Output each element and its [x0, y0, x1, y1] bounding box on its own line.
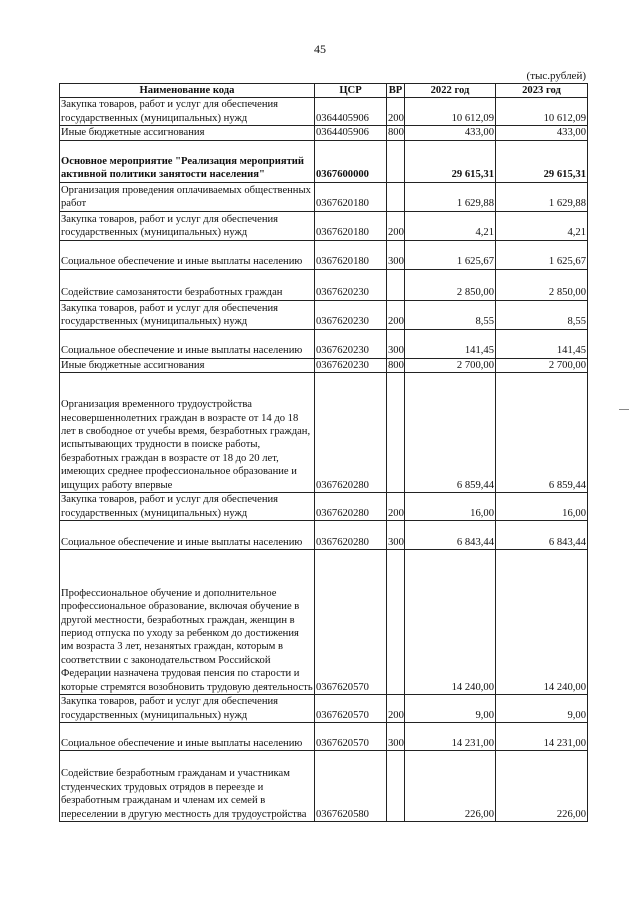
cell-csr: 0367620180 — [315, 240, 387, 269]
table-row — [60, 269, 588, 300]
cell-y2023: 10 612,09 — [496, 98, 588, 126]
cell-vr — [387, 373, 405, 493]
cell-csr: 0367620230 — [315, 358, 387, 372]
cell-vr: 300 — [387, 329, 405, 358]
cell-y2022: 10 612,09 — [405, 98, 496, 126]
cell-y2022: 6 859,44 — [405, 373, 496, 493]
cell-vr — [387, 269, 405, 300]
cell-csr: 0367620280 — [315, 493, 387, 521]
cell-csr: 0364405906 — [315, 126, 387, 140]
table-row — [60, 240, 588, 269]
cell-name: Социальное обеспечение и иные выплаты населению — [60, 240, 315, 269]
cell-name: Закупка товаров, работ и услуг для обеспечения государственных (муниципальных) нужд — [60, 695, 315, 723]
cell-vr: 300 — [387, 521, 405, 550]
cell-y2022: 16,00 — [405, 493, 496, 521]
cell-y2022: 141,45 — [405, 329, 496, 358]
cell-csr: 0367620580 — [315, 751, 387, 822]
cell-y2023: 141,45 — [496, 329, 588, 358]
cell-csr: 0367600000 — [315, 140, 387, 182]
table-row — [60, 300, 588, 329]
cell-vr: 200 — [387, 695, 405, 723]
cell-name: Социальное обеспечение и иные выплаты населению — [60, 521, 315, 550]
cell-vr: 200 — [387, 493, 405, 521]
cell-y2023: 1 625,67 — [496, 240, 588, 269]
cell-csr: 0367620230 — [315, 269, 387, 300]
margin-mark — [619, 409, 629, 410]
cell-csr: 0367620180 — [315, 211, 387, 240]
cell-name: Закупка товаров, работ и услуг для обеспечения государственных (муниципальных) нужд — [60, 211, 315, 240]
cell-name: Закупка товаров, работ и услуг для обеспечения государственных (муниципальных) нужд — [60, 493, 315, 521]
table-header-row — [60, 84, 588, 98]
cell-vr — [387, 182, 405, 211]
cell-y2023: 226,00 — [496, 751, 588, 822]
cell-y2023: 16,00 — [496, 493, 588, 521]
cell-vr: 200 — [387, 211, 405, 240]
cell-csr: 0367620280 — [315, 373, 387, 493]
cell-y2022: 14 231,00 — [405, 723, 496, 751]
cell-y2022: 2 850,00 — [405, 269, 496, 300]
cell-y2022: 4,21 — [405, 211, 496, 240]
cell-vr: 200 — [387, 300, 405, 329]
cell-csr: 0367620570 — [315, 695, 387, 723]
cell-vr — [387, 140, 405, 182]
cell-y2022: 6 843,44 — [405, 521, 496, 550]
cell-y2023: 14 231,00 — [496, 723, 588, 751]
cell-y2022: 1 629,88 — [405, 182, 496, 211]
cell-y2022: 29 615,31 — [405, 140, 496, 182]
cell-csr: 0367620570 — [315, 550, 387, 695]
column-header-csr: ЦСР — [315, 84, 387, 98]
units-label: (тыс.рублей) — [526, 70, 586, 82]
table-row — [60, 373, 588, 493]
cell-name: Организация временного трудоустройства несовершеннолетних граждан в возрасте от 14 до 18 лет в свободное от учебы время, безработных граждан, испытывающих трудности в поиске работы, безработных граждан в возрасте от 18 до 20 лет, имеющих среднее профессиональное образование и ищущих работу впервые — [60, 373, 315, 493]
cell-csr: 0367620280 — [315, 521, 387, 550]
cell-y2023: 29 615,31 — [496, 140, 588, 182]
cell-y2022: 8,55 — [405, 300, 496, 329]
table-row — [60, 98, 588, 126]
cell-name: Содействие самозанятости безработных граждан — [60, 269, 315, 300]
cell-vr: 800 — [388, 359, 404, 371]
table-row — [60, 358, 588, 372]
cell-y2023: 14 240,00 — [496, 550, 588, 695]
cell-vr: 300 — [387, 723, 405, 751]
cell-name: Закупка товаров, работ и услуг для обеспечения государственных (муниципальных) нужд — [60, 300, 315, 329]
cell-name: Организация проведения оплачиваемых общественных работ — [60, 182, 315, 211]
cell-y2022: 433,00 — [405, 126, 496, 140]
table-row — [60, 182, 588, 211]
cell-y2023: 6 859,44 — [496, 373, 588, 493]
table-row — [60, 126, 588, 140]
table-row — [60, 521, 588, 550]
table-row — [60, 695, 588, 723]
cell-name: Социальное обеспечение и иные выплаты населению — [60, 329, 315, 358]
cell-name: Основное мероприятие "Реализация мероприятий активной политики занятости населения" — [60, 140, 315, 182]
column-header-name: Наименование кода — [60, 84, 315, 98]
cell-y2023: 2 700,00 — [496, 358, 588, 372]
cell-csr: 0367620230 — [315, 300, 387, 329]
cell-y2023: 8,55 — [496, 300, 588, 329]
cell-csr: 0367620180 — [315, 182, 387, 211]
table-row — [60, 211, 588, 240]
cell-y2023: 1 629,88 — [496, 182, 588, 211]
column-header-vr: ВР — [387, 84, 405, 98]
cell-name: Иные бюджетные ассигнования — [60, 358, 315, 372]
cell-name: Социальное обеспечение и иные выплаты населению — [60, 723, 315, 751]
cell-y2023: 433,00 — [496, 126, 588, 140]
page-number: 45 — [314, 42, 326, 56]
cell-vr — [387, 751, 405, 822]
table-row — [60, 493, 588, 521]
column-header-2023: 2023 год — [496, 84, 588, 98]
cell-y2023: 4,21 — [496, 211, 588, 240]
cell-name: Содействие безработным гражданам и участникам студенческих трудовых отрядов в переезде и безработным гражданам и членам их семей в переселении в другую местность для трудоустройства — [60, 751, 315, 822]
cell-y2022: 9,00 — [405, 695, 496, 723]
cell-csr: 0367620230 — [315, 329, 387, 358]
table-row — [60, 140, 588, 182]
budget-table — [59, 83, 588, 822]
table-row — [60, 550, 588, 695]
cell-name: Закупка товаров, работ и услуг для обеспечения государственных (муниципальных) нужд — [60, 98, 315, 126]
cell-y2022: 226,00 — [405, 751, 496, 822]
cell-vr: 200 — [387, 98, 405, 126]
cell-csr: 0364405906 — [315, 98, 387, 126]
cell-y2022: 2 700,00 — [405, 358, 496, 372]
cell-y2023: 2 850,00 — [496, 269, 588, 300]
cell-y2023: 6 843,44 — [496, 521, 588, 550]
cell-csr: 0367620570 — [315, 723, 387, 751]
cell-vr: 300 — [387, 240, 405, 269]
table-row — [60, 751, 588, 822]
table-row — [60, 329, 588, 358]
cell-vr: 800 — [388, 127, 404, 139]
cell-name: Иные бюджетные ассигнования — [60, 126, 315, 140]
cell-name: Профессиональное обучение и дополнительное профессиональное образование, включая обучение в другой местности, безработных граждан, женщин в период отпуска по уходу за ребенком до достижения им возраста 3 лет, незанятых граждан, которым в соответствии с законодательством Российской Федерации назначена трудовая пенсия по старости и которые стремятся возобновить трудовую деятельность — [60, 550, 315, 695]
table-row — [60, 723, 588, 751]
cell-vr — [387, 550, 405, 695]
column-header-2022: 2022 год — [405, 84, 496, 98]
cell-y2023: 9,00 — [496, 695, 588, 723]
cell-y2022: 14 240,00 — [405, 550, 496, 695]
cell-y2022: 1 625,67 — [405, 240, 496, 269]
